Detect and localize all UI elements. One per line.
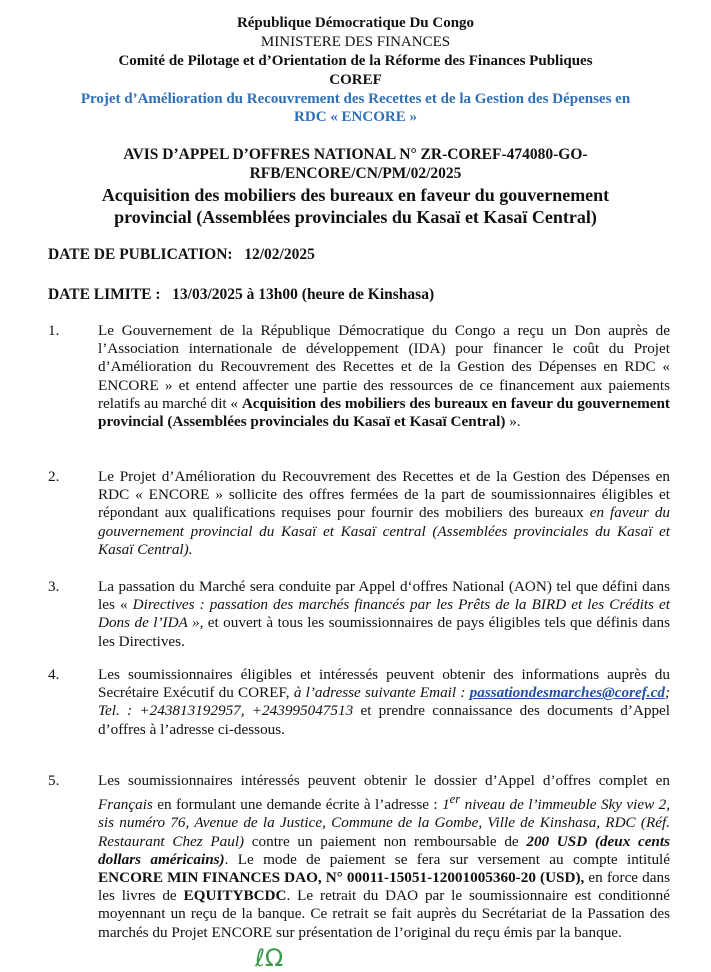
p5-text-a: Les soumissionnaires intéressés peuvent obtenir le dossier d’Appel d’offres complet en xyxy=(98,772,670,789)
paragraph-3 xyxy=(48,578,670,651)
p2-italic: en faveur du gouvernement provincial du Kasaï et Kasaï central (Assemblées provinciales du Kasaï et Kasaï Central). xyxy=(98,504,671,558)
p4-text-b: et prendre connaissance des documents d’Appel d’offres à l’adresse ci-dessous. xyxy=(98,702,671,738)
deadline-label: DATE LIMITE : xyxy=(48,286,161,303)
p5-text-b: en formulant une demande écrite à l’adresse : xyxy=(157,796,438,814)
p5-text-e: en force dans les livres de xyxy=(98,869,670,905)
publication-date xyxy=(48,246,315,264)
p5-text-d: . Le mode de paiement se fera sur versement au compte intitulé xyxy=(224,850,671,868)
paragraph-number: 1. xyxy=(48,322,60,339)
paragraph-number: 3. xyxy=(48,578,60,595)
p5-italic-a: Français xyxy=(98,796,153,814)
p5-address-sup: er xyxy=(449,792,461,807)
notice-subject-line1: Acquisition des mobiliers des bureaux en faveur du gouvernement xyxy=(101,185,610,205)
paragraph-number: 5. xyxy=(48,772,60,789)
header-committee: Comité de Pilotage et d’Orientation de la Réforme des Finances Publiques xyxy=(118,53,593,69)
p3-text-a: La passation du Marché sera conduite par Appel d‘offres National (AON) tel que défini dans les « xyxy=(98,578,670,614)
paragraph-text xyxy=(98,578,670,651)
deadline-date xyxy=(48,286,434,304)
paragraph-text xyxy=(98,322,670,431)
header-acronym: COREF xyxy=(329,72,382,88)
paragraph-text xyxy=(98,468,670,559)
notice-subject xyxy=(40,184,671,228)
p1-text-b: ». xyxy=(509,413,521,431)
p3-text-b: et ouvert à tous les soumissionnaires de pays éligibles tels que définis dans les Directives. xyxy=(98,614,670,650)
header-project-line1: Projet d’Amélioration du Recouvrement des Recettes et de la Gestion des Dépenses en xyxy=(80,91,631,107)
p1-bold-subject: Acquisition des mobiliers des bureaux en faveur du gouvernement provincial (Assemblées provinciales du Kasaï et Kasaï Central) xyxy=(98,394,670,431)
header-country: République Démocratique Du Congo xyxy=(236,15,475,31)
p4-italic-a: à l’adresse suivante Email : xyxy=(293,684,466,702)
p5-text-c: contre un paiement non remboursable de xyxy=(251,832,519,850)
publication-value: 12/02/2025 xyxy=(244,246,315,263)
notice-reference xyxy=(40,145,671,183)
paragraph-2 xyxy=(48,468,670,559)
paragraph-1 xyxy=(48,322,670,431)
paragraph-number: 2. xyxy=(48,468,60,485)
paragraph-5 xyxy=(48,772,670,942)
p5-amount: 200 USD (deux cents dollars américains) xyxy=(98,832,671,868)
header-ministry: MINISTERE DES FINANCES xyxy=(260,34,451,50)
notice-subject-line2: provincial (Assemblées provinciales du Kasaï et Kasaï Central) xyxy=(114,207,597,227)
p5-account: ENCORE MIN FINANCES DAO, N° 00011-15051-12001005360-20 (USD), xyxy=(98,869,585,887)
paragraph-text xyxy=(98,666,670,739)
publication-label: DATE DE PUBLICATION: xyxy=(48,246,233,263)
deadline-value: 13/03/2025 à 13h00 (heure de Kinshasa) xyxy=(172,286,435,303)
p5-address-text: niveau de l’immeuble Sky view 2, sis numéro 76, Avenue de la Justice, Commune de la Gombe, Ville de Kinshasa, RDC (Réf. Restaurant Chez Paul) xyxy=(98,796,671,850)
notice-ref-line1: AVIS D’APPEL D’OFFRES NATIONAL N° ZR-COREF-474080-GO- xyxy=(123,146,588,163)
paragraph-4 xyxy=(48,666,670,739)
paragraph-text xyxy=(98,772,670,942)
p4-text-a: Les soumissionnaires éligibles et intéressés peuvent obtenir des informations auprès du Secrétaire Exécutif du COREF, xyxy=(98,666,670,702)
p5-text-f: . Le retrait du DAO par le soumissionnaire est conditionné moyennant un reçu de la banque. Ce retrait se fait auprès du Secrétariat de la Passation des marchés du Projet ENCORE sur présentation de l’original du reçu émis par la banque. xyxy=(98,887,670,941)
email-link[interactable]: passationdesmarches@coref.cd xyxy=(469,684,665,702)
p2-text-a: Le Projet d’Amélioration du Recouvrement des Recettes et de la Gestion des Dépenses en RDC « ENCORE » sollicite des offres fermées de la part de soumissionnaires éligibles et répondant aux qualifications requises pour fournir des mobiliers des bureaux xyxy=(98,468,670,522)
notice-ref-line2: RFB/ENCORE/CN/PM/02/2025 xyxy=(249,165,462,182)
p4-phone: ; Tel. : +243813192957, +243995047513 xyxy=(98,684,670,720)
p5-bank: EQUITYBCDC xyxy=(183,887,287,905)
p3-italic: Directives : passation des marchés financés par les Prêts de la BIRD et les Crédits et Dons de l’IDA », xyxy=(98,596,671,632)
p1-text-a: Le Gouvernement de la République Démocratique du Congo a reçu un Don auprès de l’Association internationale de développement (IDA) pour financer le coût du Projet d’Amélioration du Recouvrement des Recettes et de la Gestion des Dépenses en RDC « ENCORE » et entend affecter une partie des ressources de ce financement aux paiements relatifs au marché dit « xyxy=(98,322,670,412)
p5-address-level: 1 xyxy=(442,796,450,814)
paragraph-number: 4. xyxy=(48,666,60,683)
header-project-line2: RDC « ENCORE » xyxy=(294,109,417,125)
handwritten-initials: ℓΩ xyxy=(255,944,284,972)
